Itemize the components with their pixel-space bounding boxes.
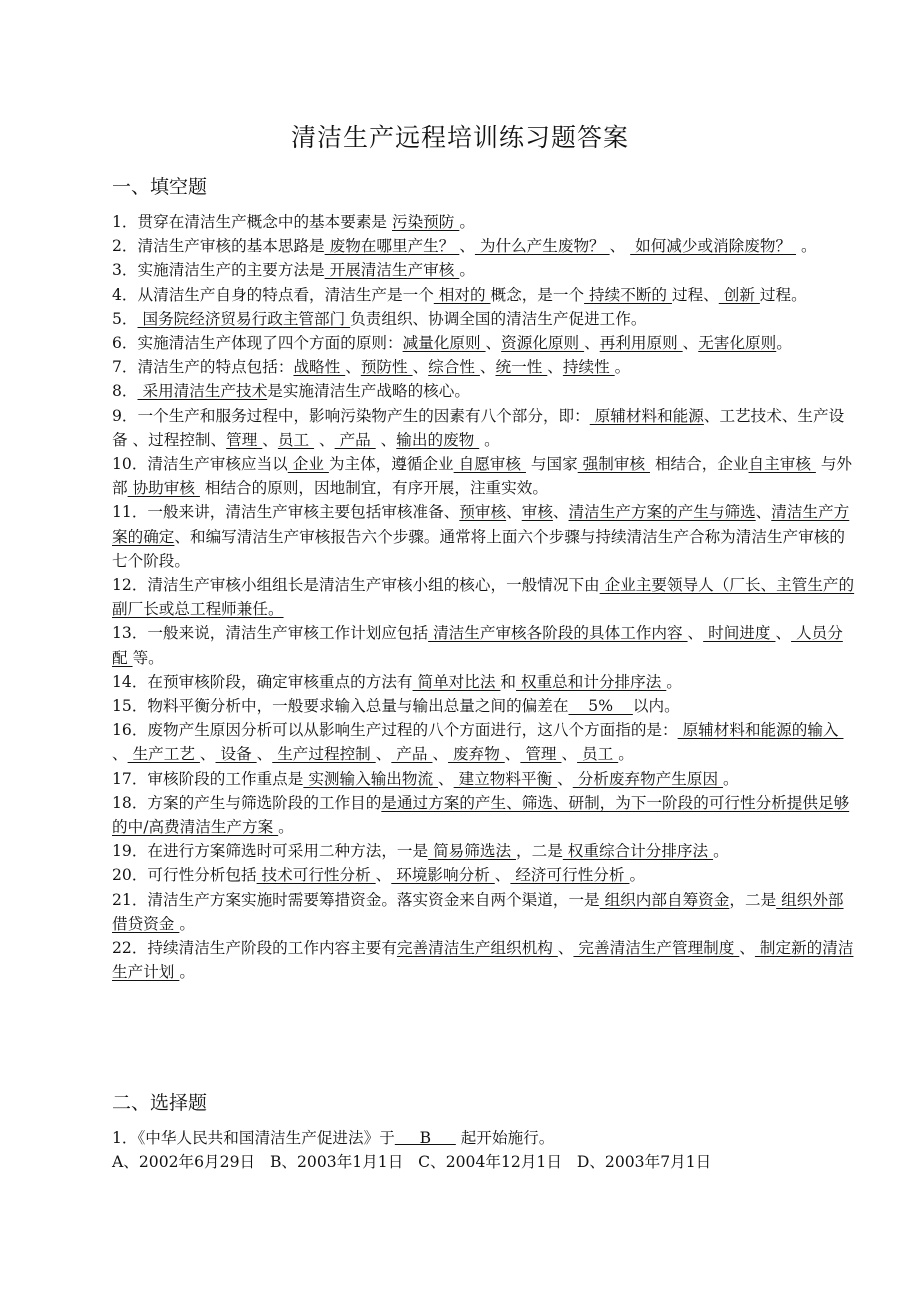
answer-blank: 人员分配 — [112, 624, 843, 667]
question-text: 、 — [479, 358, 496, 377]
question-item — [112, 404, 856, 452]
question-text: 、工艺技术、生产设备 、过程控制、 — [112, 406, 845, 449]
question-text: 、 — [199, 745, 216, 764]
question-text: 概念，是一个 — [490, 285, 585, 304]
question-item — [112, 936, 856, 984]
page-title: 清洁生产远程培训练习题答案 — [290, 123, 629, 152]
question-item — [112, 767, 856, 791]
choice-question-1 — [112, 1126, 856, 1150]
question-item — [112, 694, 856, 718]
question-text: 、 — [557, 939, 574, 958]
answer-blank: 相对的 — [433, 285, 491, 304]
fill-in-questions — [112, 210, 856, 985]
question-text: 。 — [618, 745, 634, 764]
answer-blank: 完善清洁生产管理制度 — [573, 939, 740, 958]
answer-blank: 自愿审核 — [453, 455, 526, 474]
question-text: 。 — [278, 818, 294, 837]
question-text: 、 — [459, 237, 475, 256]
answer-blank: 时间进度 — [703, 624, 776, 643]
question-text: 相结合的原则，因地制宜，有序开展，注重实效。 — [199, 479, 548, 498]
answer-blank: 采用清洁生产技术 — [137, 382, 268, 401]
choice-question-suffix: 起开始施行。 — [455, 1129, 555, 1147]
answer-blank: 持续性 — [562, 358, 615, 377]
choice-answer: B — [394, 1129, 456, 1147]
question-text: 、 — [504, 745, 521, 764]
choice-questions — [112, 1126, 856, 1174]
question-text: 和 — [500, 672, 517, 691]
question-item — [112, 283, 856, 307]
answer-blank: 废物在哪里产生？ — [324, 237, 460, 256]
question-text: 、 — [561, 745, 578, 764]
answer-blank: 无害化原则 — [698, 334, 777, 353]
answer-blank: 权重综合计分排序法 — [562, 842, 714, 861]
question-text: 。 — [459, 213, 475, 231]
question-text: 、 — [314, 430, 335, 449]
question-text: 、 — [687, 624, 704, 643]
question-item — [112, 452, 856, 500]
question-text: 16．废物产生原因分析可以从影响生产过程的八个方面进行，这八个方面指的是： — [112, 721, 678, 740]
answer-blank: 资源化原则 — [501, 334, 585, 353]
answer-blank: 原辅材料和能源 — [589, 406, 704, 425]
question-item — [112, 210, 856, 234]
question-text: 、 — [485, 334, 502, 353]
question-text: 、 — [547, 358, 563, 377]
question-text: 等。 — [132, 648, 164, 667]
question-item — [112, 258, 856, 282]
question-text: 。 — [179, 914, 195, 933]
question-text: 为主体，遵循企业 — [328, 455, 454, 474]
question-text: 、 — [755, 503, 772, 522]
question-text: 3．实施清洁生产的主要方法是 — [112, 261, 325, 280]
question-item — [112, 863, 856, 887]
answer-blank: 产品 — [334, 430, 376, 449]
section-heading-choice: 二、选择题 — [112, 1092, 208, 1114]
question-text: 、 — [375, 430, 397, 449]
answer-blank: 是通过方案的产生、筛选、研制，为下一阶段的可行性分析提供足够的中/高费清洁生产方案 — [112, 793, 850, 837]
question-item — [112, 670, 856, 694]
question-text: 、 — [375, 866, 392, 885]
question-text: 、 — [739, 939, 755, 958]
question-text: 6．实施清洁生产体现了四个方面的原则： — [112, 334, 403, 353]
question-text: 、 — [438, 769, 454, 788]
answer-blank: 建立物料平衡 — [453, 769, 558, 788]
question-item — [112, 355, 856, 379]
answer-blank: 员工 — [277, 430, 315, 449]
question-text: 12．清洁生产审核小组组长是清洁生产审核小组的核心，一般情况下由 — [112, 576, 600, 595]
question-text: 。 — [723, 769, 739, 788]
question-text: 18．方案的产生与筛选阶段的工作目的 — [112, 793, 382, 812]
answer-blank: 自主审核 — [748, 455, 816, 474]
answer-blank: 强制审核 — [577, 455, 650, 474]
question-text: 。 — [479, 430, 500, 449]
section-heading-fill: 一、填空题 — [112, 176, 208, 198]
question-text: 20．可行性分析包括 — [112, 866, 257, 885]
answer-blank: 协助审核 — [127, 479, 200, 498]
answer-blank: 经济可行性分析 — [510, 866, 630, 885]
answer-blank: 持续不断的 — [584, 285, 672, 304]
answer-blank: 预审核 — [459, 503, 507, 522]
answer-blank: 清洁生产方案的确定 — [112, 503, 850, 546]
answer-blank: 制定新的清洁生产计划 — [112, 939, 854, 982]
answer-blank: 企业 — [287, 455, 329, 474]
answer-blank: 清洁生产方案的产生与筛选 — [568, 503, 756, 522]
question-text: 、 — [584, 334, 600, 353]
question-item — [112, 307, 856, 331]
question-text: 22．持续清洁生产阶段的工作内容主要有 — [112, 939, 397, 958]
choice-question-text: 1．《中华人民共和国清洁生产促进法》于 — [112, 1129, 395, 1147]
question-text: 相结合，企业 — [650, 455, 749, 474]
question-item — [112, 500, 856, 573]
answer-blank: 完善清洁生产组织机构 — [396, 939, 558, 958]
question-text: 8． — [112, 382, 138, 401]
answer-blank: 简易筛选法 — [428, 842, 517, 861]
question-text: 过程。 — [759, 285, 807, 304]
question-text: 17．审核阶段的工作重点是 — [112, 769, 304, 788]
answer-blank: 实测输入输出物流 — [303, 769, 439, 788]
answer-blank: 减量化原则 — [402, 334, 486, 353]
question-text: 。 — [614, 358, 631, 377]
answer-blank: 输出的废物 — [396, 430, 480, 449]
answer-blank: 管理 — [226, 430, 263, 449]
question-text: 、 — [506, 503, 522, 522]
question-text: 、 — [112, 745, 128, 764]
answer-blank: 预防性 — [360, 358, 413, 377]
answer-blank: 产品 — [391, 745, 433, 764]
answer-blank: 设备 — [215, 745, 257, 764]
answer-blank: 生产过程控制 — [272, 745, 376, 764]
question-text: 、 — [552, 503, 569, 522]
answer-blank: 审核 — [521, 503, 553, 522]
question-text: 、 — [412, 358, 429, 377]
question-text: 、 — [345, 358, 361, 377]
answer-blank: 综合性 — [428, 358, 480, 377]
answer-blank: 组织外部借贷资金 — [112, 890, 844, 933]
question-item — [112, 379, 856, 403]
answer-blank: 简单对比法 — [412, 672, 501, 691]
answer-blank: 污染预防 — [391, 213, 460, 231]
answer-blank: 分析废弃物产生原因 — [572, 769, 724, 788]
question-text: 负责组织、协调全国的清洁生产促进工作。 — [350, 309, 647, 328]
question-text: 。 — [713, 842, 729, 861]
answer-blank: 技术可行性分析 — [256, 866, 376, 885]
answer-blank: 统一性 — [495, 358, 548, 377]
answer-blank: 为什么产生废物？ — [474, 237, 610, 256]
question-text: ，二是 — [516, 842, 563, 861]
question-text: 、 — [262, 430, 278, 449]
answer-blank: 权重总和计分排序法 — [516, 672, 667, 691]
answer-blank: 废弃物 — [448, 745, 505, 764]
question-text: 7．清洁生产的特点包括： — [112, 358, 294, 377]
answer-blank: 国务院经济贸易行政主管部门 — [137, 309, 351, 328]
question-text: 。 — [796, 237, 817, 256]
question-text: ，二是 — [729, 890, 777, 909]
question-text: 。 — [666, 672, 682, 691]
question-text: 11．一般来讲，清洁生产审核主要包括审核准备、 — [112, 503, 460, 522]
question-text: 14．在预审核阶段，确定审核重点的方法有 — [112, 672, 413, 691]
answer-blank: 清洁生产审核各阶段的具体工作内容 — [428, 624, 688, 643]
question-text: 、 — [256, 745, 273, 764]
question-item — [112, 573, 856, 621]
question-text: 2．清洁生产审核的基本思路是 — [112, 237, 325, 256]
answer-blank: 5% — [568, 697, 633, 716]
question-text: 13．一般来说，清洁生产审核工作计划应包括 — [112, 624, 429, 643]
question-item — [112, 888, 856, 936]
answer-blank: 开展清洁生产审核 — [324, 261, 460, 280]
question-item — [112, 234, 856, 258]
question-text: 、 — [494, 866, 511, 885]
question-text: 。 — [629, 866, 646, 885]
question-text: 9．一个生产和服务过程中，影响污染物产生的因素有八个部分，即： — [112, 406, 590, 425]
question-text: 、 — [557, 769, 573, 788]
answer-blank: 环境影响分析 — [391, 866, 495, 885]
question-text: 过程、 — [671, 285, 719, 304]
question-item — [112, 718, 856, 766]
question-text: 、 — [375, 745, 392, 764]
question-text: 、 — [609, 237, 631, 256]
answer-blank: 员工 — [577, 745, 619, 764]
question-text: 19．在进行方案筛选时可采用二种方法，一是 — [112, 842, 429, 861]
choice-options: A、2002年6月29日 B、2003年1月1日 C、2004年12月1日 D、2003年7月1日 — [112, 1153, 712, 1172]
question-text: 以内。 — [632, 697, 680, 716]
question-text: 是实施清洁生产战略的核心。 — [267, 382, 470, 401]
question-text: 、和编写清洁生产审核报告六个步骤。通常将上面六个步骤与持续清洁生产合称为清洁生产审核的七个阶段。 — [112, 527, 845, 570]
answer-blank: 生产工艺 — [127, 745, 200, 764]
question-text: 。 — [179, 963, 195, 982]
question-text: 15．物料平衡分析中，一般要求输入总量与输出总量之间的偏差在 — [112, 697, 569, 716]
answer-blank: 再利用原则 — [599, 334, 683, 353]
question-text: 。 — [776, 334, 792, 353]
question-text: 、 — [775, 624, 792, 643]
answer-blank: 创新 — [718, 285, 760, 304]
question-text: 、 — [432, 745, 449, 764]
question-text: 1．贯穿在清洁生产概念中的基本要素是 — [112, 213, 392, 231]
question-text: 21．清洁生产方案实施时需要筹措资金。落实资金来自两个渠道，一是 — [112, 890, 600, 909]
answer-blank: 管理 — [520, 745, 562, 764]
answer-blank: 战略性 — [293, 358, 346, 377]
question-text: 与国家 — [525, 455, 578, 474]
answer-blank: 原辅材料和能源的输入 — [677, 721, 844, 740]
question-item — [112, 791, 856, 839]
question-text: 5． — [112, 309, 138, 328]
question-text: 4．从清洁生产自身的特点看，清洁生产是一个 — [112, 285, 434, 304]
question-text: 10．清洁生产审核应当以 — [112, 455, 288, 474]
question-text: 、 — [682, 334, 699, 353]
answer-blank: 组织内部自筹资金 — [599, 890, 730, 909]
question-item — [112, 621, 856, 669]
answer-blank: 企业主要领导人（厂长、主管生产的副厂长或总工程师兼任。 — [112, 576, 855, 619]
question-item — [112, 839, 856, 863]
answer-blank: 如何减少或消除废物？ — [630, 237, 797, 256]
question-text: 与外部 — [112, 455, 853, 498]
question-item — [112, 331, 856, 355]
question-text: 。 — [459, 261, 475, 280]
